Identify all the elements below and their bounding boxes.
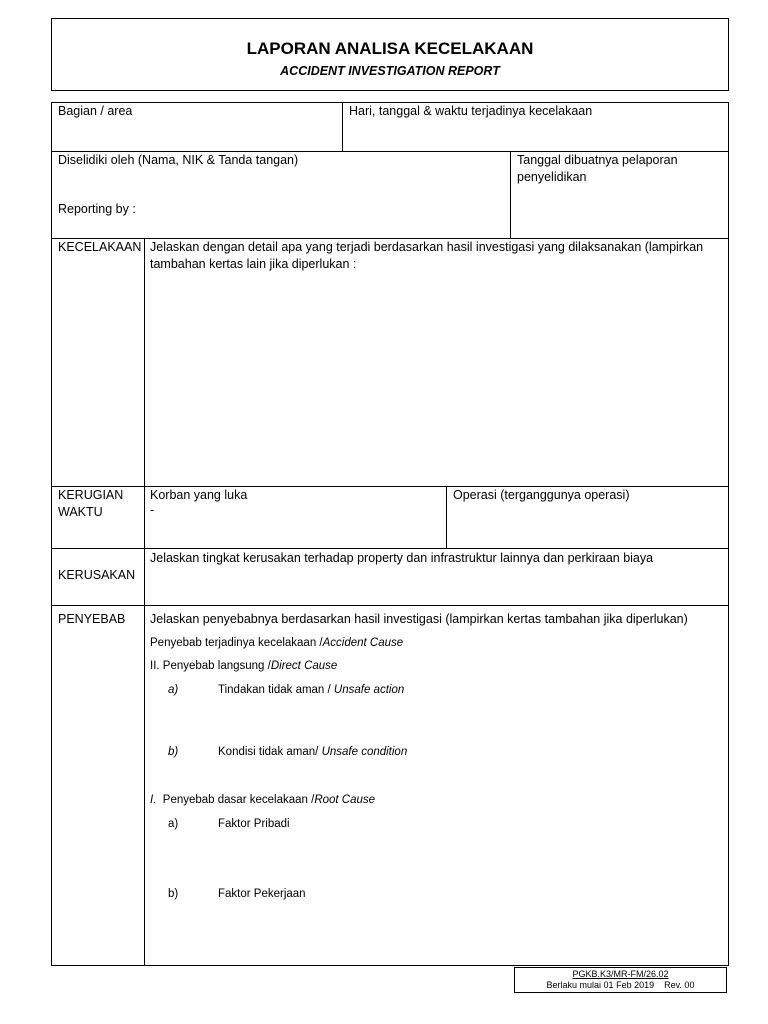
job-factor-marker: b): [168, 888, 179, 900]
root-cause-marker: I.: [150, 794, 157, 806]
unsafe-condition-text: Kondisi tidak aman/: [218, 746, 322, 758]
area-label: Bagian / area: [58, 104, 133, 118]
accident-cause-en: Accident Cause: [322, 637, 404, 649]
accident-instruction: [150, 239, 725, 273]
unsafe-condition-en: Unsafe condition: [321, 746, 408, 758]
job-factor-text: Faktor Pekerjaan: [218, 888, 306, 900]
root-cause-text: Penyebab dasar kecelakaan /: [156, 794, 315, 806]
time-loss-label-line2: WAKTU: [58, 505, 103, 519]
damage-label: KERUSAKAN: [58, 568, 136, 582]
accident-cause-prefix: Penyebab terjadinya kecelakaan /: [150, 637, 323, 649]
report-subtitle: ACCIDENT INVESTIGATION REPORT: [280, 64, 500, 78]
header-box: [51, 18, 729, 91]
col-divider: [446, 486, 447, 548]
accident-instruction-line2: tambahan kertas lain jika diperlukan :: [150, 257, 357, 271]
personal-factor-text: Faktor Pribadi: [218, 818, 290, 830]
report-date-label: [517, 152, 678, 186]
accident-label: KECELAKAAN: [58, 240, 142, 254]
report-date-label-line1: Tanggal dibuatnya pelaporan: [517, 153, 678, 167]
cause-instruction: Jelaskan penyebabnya berdasarkan hasil investigasi (lampirkan kertas tambahan jika diperlukan): [150, 612, 688, 626]
direct-cause-heading: [150, 658, 337, 674]
effective-date: Berlaku mulai 01 Feb 2019 Rev. 00: [546, 980, 695, 990]
row-divider: [51, 605, 729, 606]
reporting-by-label: Reporting by :: [58, 202, 136, 216]
doc-code: PGKB.K3/MR-FM/26.02: [572, 969, 669, 979]
form-table: [51, 102, 729, 966]
time-loss-label-line1: KERUGIAN: [58, 488, 124, 502]
unsafe-condition-marker: b): [168, 746, 179, 758]
col-divider: [510, 151, 511, 238]
row-divider: [51, 548, 729, 549]
accident-instruction-line1: Jelaskan dengan detail apa yang terjadi berdasarkan hasil investigasi yang dilaksanakan (lampirkan: [150, 240, 704, 254]
unsafe-action-text: Tindakan tidak aman /: [218, 684, 334, 696]
unsafe-action-item: [218, 682, 404, 698]
cause-label: PENYEBAB: [58, 612, 126, 626]
unsafe-condition-item: [218, 744, 407, 760]
investigator-label: Diselidiki oleh (Nama, NIK & Tanda tangan): [58, 153, 299, 167]
time-loss-label: [58, 487, 123, 521]
root-cause-en: Root Cause: [314, 794, 376, 806]
direct-cause-en: Direct Cause: [270, 660, 338, 672]
root-cause-heading: [150, 792, 375, 808]
operation-label: Operasi (terganggunya operasi): [453, 488, 630, 502]
report-date-label-line2: penyelidikan: [517, 170, 587, 184]
unsafe-action-marker: a): [168, 684, 179, 696]
damage-instruction: Jelaskan tingkat kerusakan terhadap property dan infrastruktur lainnya dan perkiraan biaya: [150, 551, 654, 565]
personal-factor-marker: a): [168, 818, 179, 830]
col-divider: [342, 102, 343, 151]
victim-value: -: [150, 503, 155, 517]
doc-code-box: [514, 967, 727, 993]
col-divider: [144, 238, 145, 966]
unsafe-action-en: Unsafe action: [333, 684, 405, 696]
direct-cause-prefix: II. Penyebab langsung /: [150, 660, 271, 672]
accident-cause-heading: [150, 635, 403, 651]
report-title: LAPORAN ANALISA KECELAKAAN: [246, 39, 534, 58]
datetime-label: Hari, tanggal & waktu terjadinya kecelakaan: [349, 104, 593, 118]
victim-label: Korban yang luka: [150, 488, 248, 502]
